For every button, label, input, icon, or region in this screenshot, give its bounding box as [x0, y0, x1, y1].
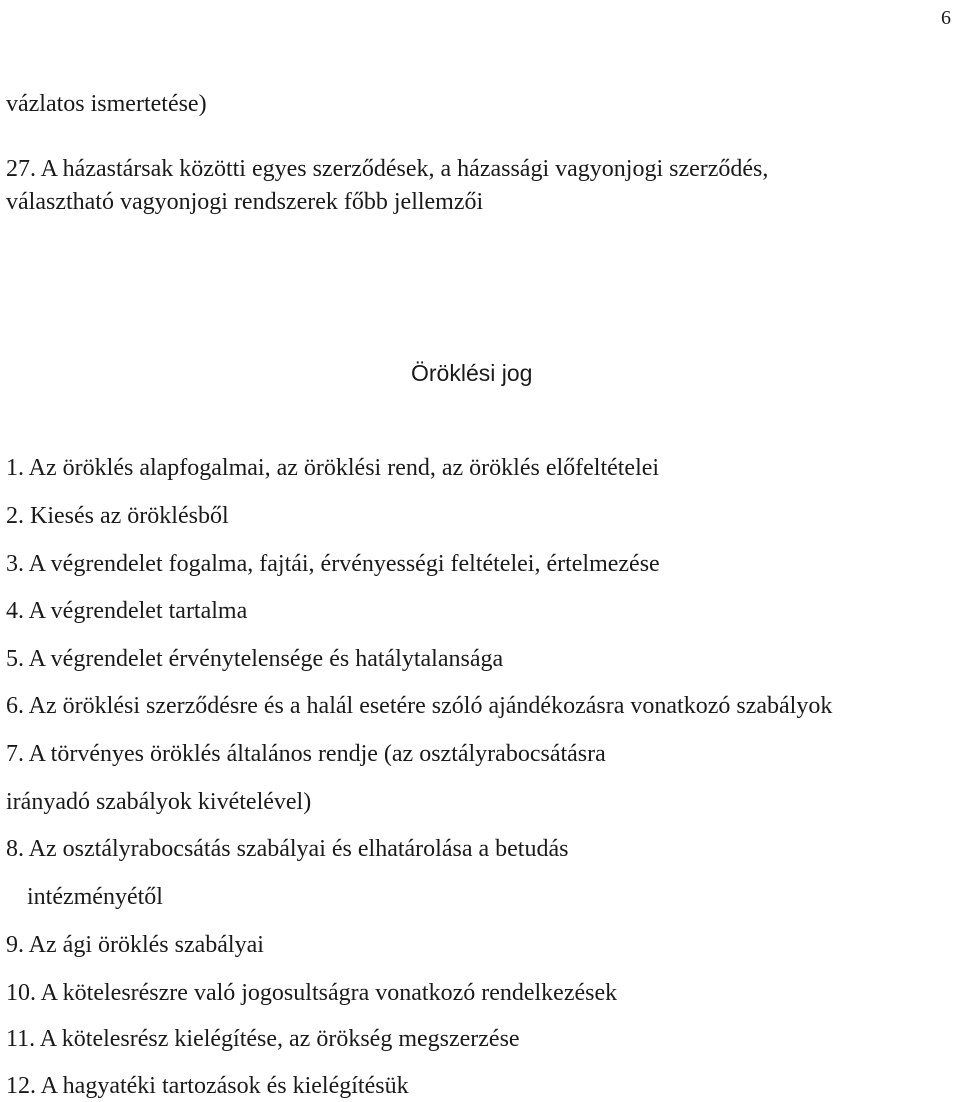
list-item-9: 9. Az ági öröklés szabályai [6, 932, 264, 958]
list-item-7-line-2: irányadó szabályok kivételével) [6, 789, 312, 815]
intro-line: vázlatos ismertetése) [6, 91, 207, 117]
list-item-7-line-1: 7. A törvényes öröklés általános rendje (az osztályrabocsátásra [6, 741, 606, 767]
list-item-5: 5. A végrendelet érvénytelensége és hatálytalansága [6, 646, 504, 672]
list-item-10: 10. A kötelesrészre való jogosultságra vonatkozó rendelkezések [6, 980, 618, 1006]
section-title: Öröklési jog [411, 360, 533, 386]
list-item-3: 3. A végrendelet fogalma, fajtái, érvényességi feltételei, értelmezése [6, 551, 660, 577]
list-item-8-line-2: intézményétől [27, 884, 163, 910]
list-item-2: 2. Kiesés az öröklésből [6, 503, 229, 529]
list-item-4: 4. A végrendelet tartalma [6, 598, 248, 624]
page-number: 6 [941, 7, 951, 29]
item-27-line-2: választható vagyonjogi rendszerek főbb jellemzői [6, 189, 484, 215]
list-item-12: 12. A hagyatéki tartozások és kielégítésük [6, 1073, 409, 1099]
item-27-line-1: 27. A házastársak közötti egyes szerződések, a házassági vagyonjogi szerződés, [6, 156, 769, 182]
list-item-6: 6. Az öröklési szerződésre és a halál esetére szóló ajándékozásra vonatkozó szabályok [6, 693, 833, 719]
list-item-11: 11. A kötelesrész kielégítése, az örökség megszerzése [6, 1026, 520, 1052]
list-item-8-line-1: 8. Az osztályrabocsátás szabályai és elhatárolása a betudás [6, 836, 569, 862]
list-item-1: 1. Az öröklés alapfogalmai, az öröklési rend, az öröklés előfeltételei [6, 455, 660, 481]
